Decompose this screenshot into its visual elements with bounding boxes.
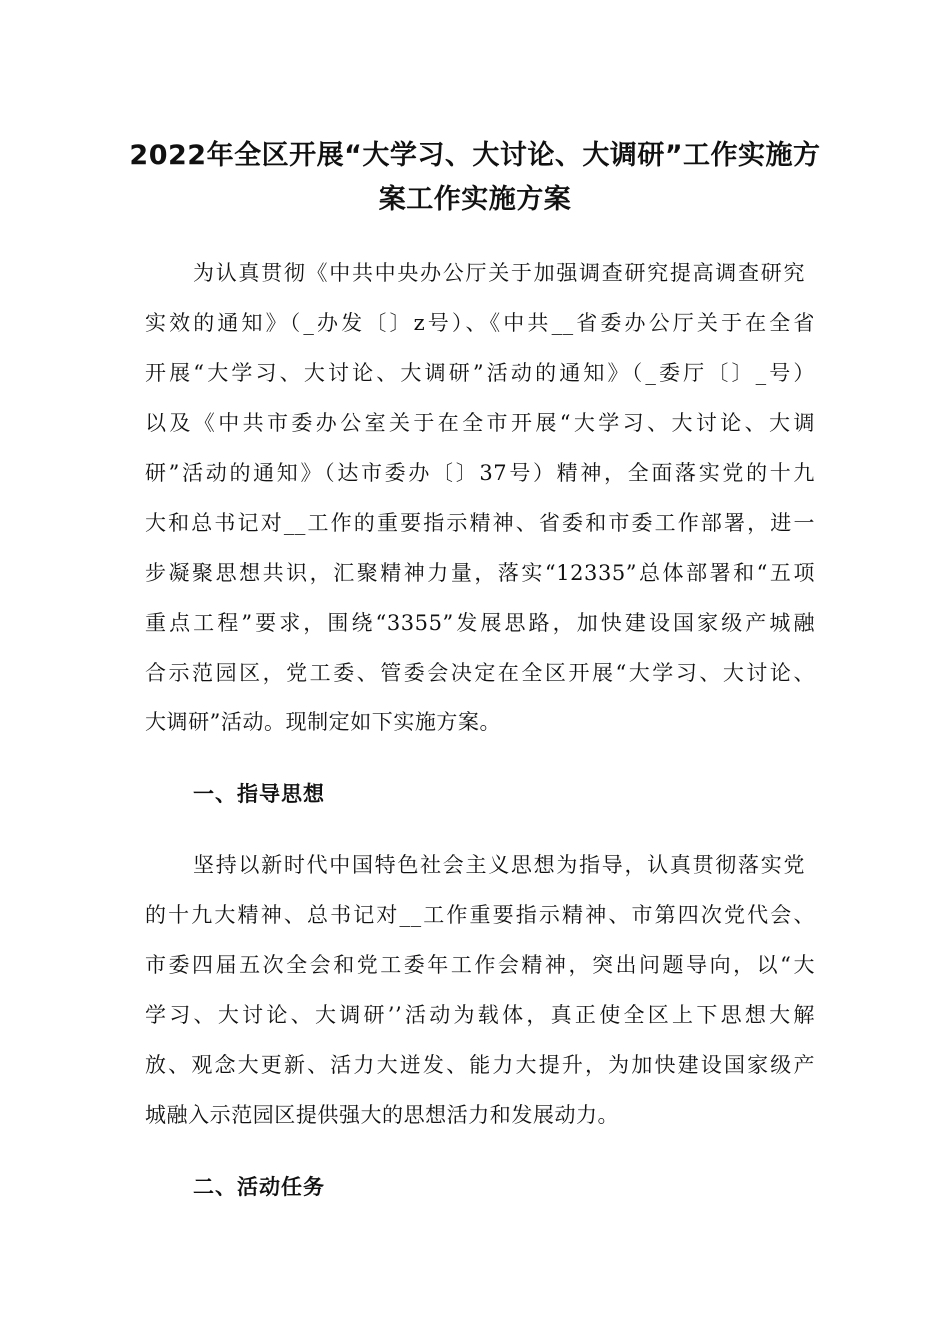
section-1-line: 城融入示范园区提供强大的思想活力和发展动力。	[145, 1103, 620, 1127]
intro-line: 重点工程”要求，围绕“3355”发展思路，加快建设国家级产城融	[145, 611, 815, 635]
section-2-heading: 二、活动任务	[193, 1175, 325, 1199]
section-1-line: 放、观念大更新、活力大迸发、能力大提升，为加快建设国家级产	[145, 1053, 815, 1077]
intro-line: 实效的通知》（_办发〔〕z号）、《中共__省委办公厅关于在全省	[145, 311, 815, 335]
section-1-line: 学习、大讨论、大调研’’活动为载体，真正使全区上下思想大解	[145, 1003, 815, 1027]
intro-line: 研”活动的通知》（达市委办〔〕37号）精神，全面落实党的十九	[145, 461, 815, 485]
document-title-line-1: 2022年全区开展“大学习、大讨论、大调研”工作实施方	[129, 140, 821, 171]
section-1-line: 坚持以新时代中国特色社会主义思想为指导，认真贯彻落实党	[193, 853, 805, 877]
intro-line: 开展“大学习、大讨论、大调研”活动的通知》（_委厅〔〕_号）	[145, 361, 815, 385]
intro-line: 大调研”活动。现制定如下实施方案。	[145, 710, 502, 734]
intro-line: 为认真贯彻《中共中央办公厅关于加强调查研究提高调查研究	[193, 261, 805, 285]
section-1-line: 市委四届五次全会和党工委年工作会精神，突出问题导向，以“大	[145, 953, 815, 977]
section-1-line: 的十九大精神、总书记对__工作重要指示精神、市第四次党代会、	[145, 903, 815, 927]
intro-line: 大和总书记对__工作的重要指示精神、省委和市委工作部署，进一	[145, 511, 815, 535]
section-1-heading: 一、指导思想	[193, 782, 325, 806]
intro-line: 步凝聚思想共识，汇聚精神力量，落实“12335”总体部署和“五项	[145, 561, 815, 585]
intro-line: 合示范园区，党工委、管委会决定在全区开展“大学习、大讨论、	[145, 661, 815, 685]
document-title-line-2: 案工作实施方案	[378, 184, 572, 215]
intro-line: 以及《中共市委办公室关于在全市开展“大学习、大讨论、大调	[145, 411, 815, 435]
